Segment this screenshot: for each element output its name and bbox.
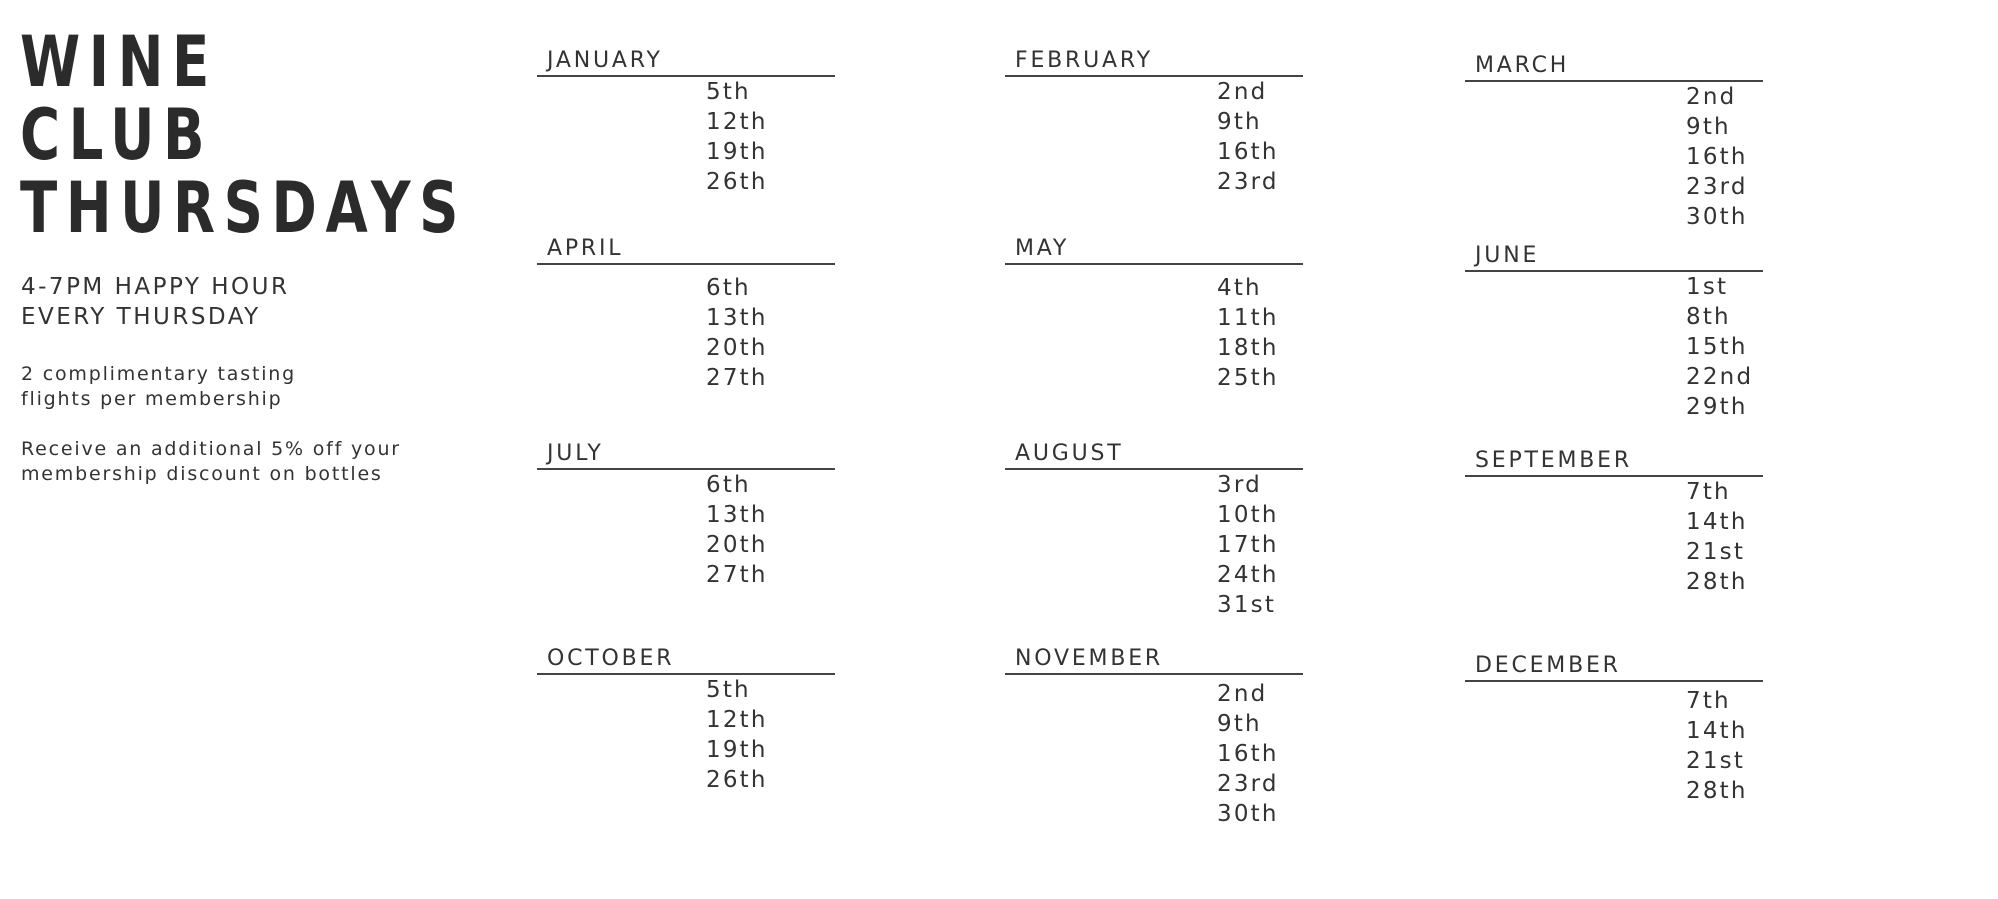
day-list — [537, 77, 835, 197]
happy-hour-heading — [21, 272, 289, 332]
day-list — [1465, 272, 1763, 422]
thursday-date: 21st — [1686, 748, 1746, 774]
thursday-date: 12th — [706, 109, 768, 135]
thursday-date: 16th — [1686, 144, 1748, 170]
month-name: DECEMBER — [1475, 653, 1621, 678]
thursday-date: 8th — [1686, 304, 1731, 330]
month-october — [537, 646, 835, 795]
discount-note: Receive an additional 5% off your membership discount on bottles — [21, 438, 401, 485]
month-name: JUNE — [1475, 243, 1540, 268]
month-july — [537, 441, 835, 590]
day-list — [1005, 265, 1303, 393]
thursday-date: 1st — [1686, 274, 1729, 300]
month-name: MARCH — [1475, 53, 1570, 78]
thursday-date: 31st — [1217, 592, 1277, 618]
thursday-date: 3rd — [1217, 472, 1262, 498]
title-line-thursdays: THURSDAYS — [20, 167, 468, 249]
thursday-date: 27th — [706, 562, 768, 588]
thursday-date: 4th — [1217, 275, 1262, 301]
month-february — [1005, 48, 1303, 197]
thursday-date: 19th — [706, 139, 768, 165]
thursday-date: 12th — [706, 707, 768, 733]
month-name: AUGUST — [1015, 441, 1124, 466]
title-line-club: CLUB — [20, 94, 214, 176]
month-name: NOVEMBER — [1015, 646, 1163, 671]
month-name: JULY — [547, 441, 604, 466]
thursday-date: 9th — [1686, 114, 1731, 140]
day-list — [537, 675, 835, 795]
thursday-date: 27th — [706, 365, 768, 391]
thursday-date: 25th — [1217, 365, 1279, 391]
day-list — [1465, 682, 1763, 806]
month-april — [537, 236, 835, 393]
thursday-date: 9th — [1217, 711, 1262, 737]
thursday-date: 21st — [1686, 539, 1746, 565]
thursday-date: 17th — [1217, 532, 1279, 558]
month-name: MAY — [1015, 236, 1070, 261]
month-name: SEPTEMBER — [1475, 448, 1632, 473]
thursday-date: 28th — [1686, 778, 1748, 804]
thursday-date: 10th — [1217, 502, 1279, 528]
month-name: FEBRUARY — [1015, 48, 1153, 73]
thursday-date: 30th — [1686, 204, 1748, 230]
thursday-date: 16th — [1217, 741, 1279, 767]
thursday-date: 14th — [1686, 718, 1748, 744]
day-list — [1465, 82, 1763, 232]
day-list — [1005, 77, 1303, 197]
thursday-date: 30th — [1217, 801, 1279, 827]
thursday-date: 16th — [1217, 139, 1279, 165]
thursday-date: 15th — [1686, 334, 1748, 360]
page-title — [20, 21, 468, 249]
month-may — [1005, 236, 1303, 393]
month-name: OCTOBER — [547, 646, 675, 671]
happy-hour-line-2: EVERY THURSDAY — [21, 304, 261, 330]
thursday-date: 26th — [706, 169, 768, 195]
happy-hour-line-1: 4-7PM HAPPY HOUR — [21, 274, 290, 300]
thursday-date: 23rd — [1686, 174, 1748, 200]
month-november — [1005, 646, 1303, 829]
thursday-date: 6th — [706, 275, 751, 301]
month-name: APRIL — [547, 236, 624, 261]
day-list — [537, 265, 835, 393]
thursday-date: 13th — [706, 502, 768, 528]
thursday-date: 11th — [1217, 305, 1279, 331]
month-june — [1465, 243, 1763, 422]
month-august — [1005, 441, 1303, 620]
thursday-date: 6th — [706, 472, 751, 498]
thursday-date: 26th — [706, 767, 768, 793]
thursday-date: 23rd — [1217, 771, 1279, 797]
month-january — [537, 48, 835, 197]
month-name: JANUARY — [547, 48, 663, 73]
thursday-date: 5th — [706, 79, 751, 105]
thursday-date: 20th — [706, 335, 768, 361]
thursday-date: 24th — [1217, 562, 1279, 588]
day-list — [537, 470, 835, 590]
thursday-date: 19th — [706, 737, 768, 763]
thursday-date: 7th — [1686, 688, 1731, 714]
day-list — [1005, 470, 1303, 620]
thursday-date: 9th — [1217, 109, 1262, 135]
month-march — [1465, 53, 1763, 232]
thursday-date: 23rd — [1217, 169, 1279, 195]
thursday-date: 5th — [706, 677, 751, 703]
thursday-date: 22nd — [1686, 364, 1754, 390]
thursday-date: 7th — [1686, 479, 1731, 505]
title-line-wine: WINE — [20, 21, 218, 103]
thursday-date: 2nd — [1217, 681, 1268, 707]
thursday-date: 18th — [1217, 335, 1279, 361]
month-september — [1465, 448, 1763, 597]
thursday-date: 29th — [1686, 394, 1748, 420]
thursday-date: 2nd — [1686, 84, 1737, 110]
month-december — [1465, 653, 1763, 806]
thursday-date: 28th — [1686, 569, 1748, 595]
thursday-date: 13th — [706, 305, 768, 331]
thursday-date: 14th — [1686, 509, 1748, 535]
day-list — [1465, 477, 1763, 597]
thursday-date: 20th — [706, 532, 768, 558]
day-list — [1005, 675, 1303, 829]
thursday-date: 2nd — [1217, 79, 1268, 105]
tasting-note: 2 complimentary tasting flights per membership — [21, 363, 296, 410]
